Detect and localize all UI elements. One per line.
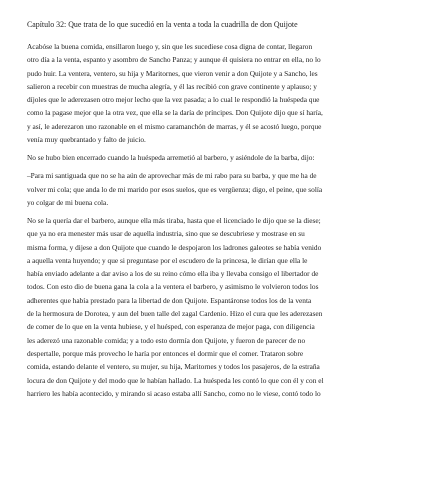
text-line: todos. Con esto dio de buena gana la cola a la ventera el barbero, y asimismo le volvieron todos los (27, 282, 319, 292)
document-body (27, 40, 425, 400)
paragraph (27, 214, 425, 400)
text-line: de la hermosura de Dorotea, y aun del buen talle del zagal Cardenio. Hizo el cura que les aderezasen (27, 309, 323, 319)
text-line: No se la quería dar el barbero, aunque ella más tiraba, hasta que el licenciado le dijo que se la diese; (27, 215, 321, 225)
text-line: que ya no era menester más usar de aquella industria, sino que se descubriese y mostrase en su (27, 229, 305, 239)
text-line: salieron a recebir con muestras de mucha alegría, y él las recibió con grave continente y aplauso; y (27, 81, 317, 91)
paragraph (27, 169, 425, 209)
chapter-title: Capítulo 32: Que trata de lo que sucedió en la venta a toda la cuadrilla de don Quijote (27, 20, 298, 29)
text-line: a aquella venta huyendo; y que si preguntase por el escudero de la princesa, le dirían que ella le (27, 255, 308, 265)
text-line: pudo huir. La ventera, ventero, su hija y Maritornes, que vieron venir a don Quijote y a Sancho, les (27, 68, 318, 78)
text-line: les aderezó una razonable comida; y a todo esto dormía don Quijote, y fueron de parecer de no (27, 335, 306, 345)
text-line: y así, le aderezaron uno razonable en el mismo caramanchón de marras, y él se acostó luego, porque (27, 121, 322, 131)
paragraph (27, 151, 425, 164)
text-line: volver mi cola; que anda lo de mi marido por esos suelos, que es vergüenza; digo, el peine, que solía (27, 184, 323, 194)
text-line: –Para mi santiguada que no se ha aún de aprovechar más de mi rabo para su barba, y que me ha de (27, 171, 317, 181)
text-line: díjoles que le aderezasen otro mejor lecho que la vez pasada; a lo cual le respondió la huéspeda que (27, 95, 320, 105)
text-line: despertalle, porque más provecho le haría por entonces el dormir que el comer. Trataron sobre (27, 348, 304, 358)
text-line: como la pagase mejor que la otra vez, que ella se la daría de príncipes. Don Quijote dijo que sí haría, (27, 108, 323, 118)
text-line: comida, estando delante el ventero, su mujer, su hija, Maritornes y todos los pasajeros, de la estraña (27, 362, 320, 372)
text-line: adherentes que había prestado para la libertad de don Quijote. Espantáronse todos los de la venta (27, 295, 312, 305)
text-line: venía muy quebrantado y falto de juicio. (27, 135, 146, 145)
paragraph (27, 40, 425, 146)
text-line: No se hubo bien encerrado cuando la huéspeda arremetió al barbero, y asiéndole de la barba, dijo: (27, 153, 315, 163)
text-line: otro día a la venta, espanto y asombro de Sancho Panza; y aunque él quisiera no entrar en ella, no lo (27, 55, 321, 65)
text-line: de comer de lo que en la venta hubiese, y el huésped, con esperanza de mejor paga, con diligencia (27, 322, 315, 332)
text-line: yo colgar de mi buena cola. (27, 197, 109, 207)
text-line: había enviado adelante a dar aviso a los de su reino cómo ella iba y llevaba consigo el libertador de (27, 269, 319, 279)
text-line: Acabóse la buena comida, ensillaron luego y, sin que les sucediese cosa digna de contar, llegaron (27, 42, 313, 51)
text-line: harriero les había acontecido, y mirando si acaso estaba allí Sancho, como no le viese, contó todo lo (27, 388, 321, 398)
text-line: locura de don Quijote y del modo que le habían hallado. La huéspeda les contó lo que con él y con el (27, 375, 324, 385)
text-line: misma forma, y dijese a don Quijote que cuando le despojaron los ladrones galeotes se había venido (27, 242, 322, 252)
